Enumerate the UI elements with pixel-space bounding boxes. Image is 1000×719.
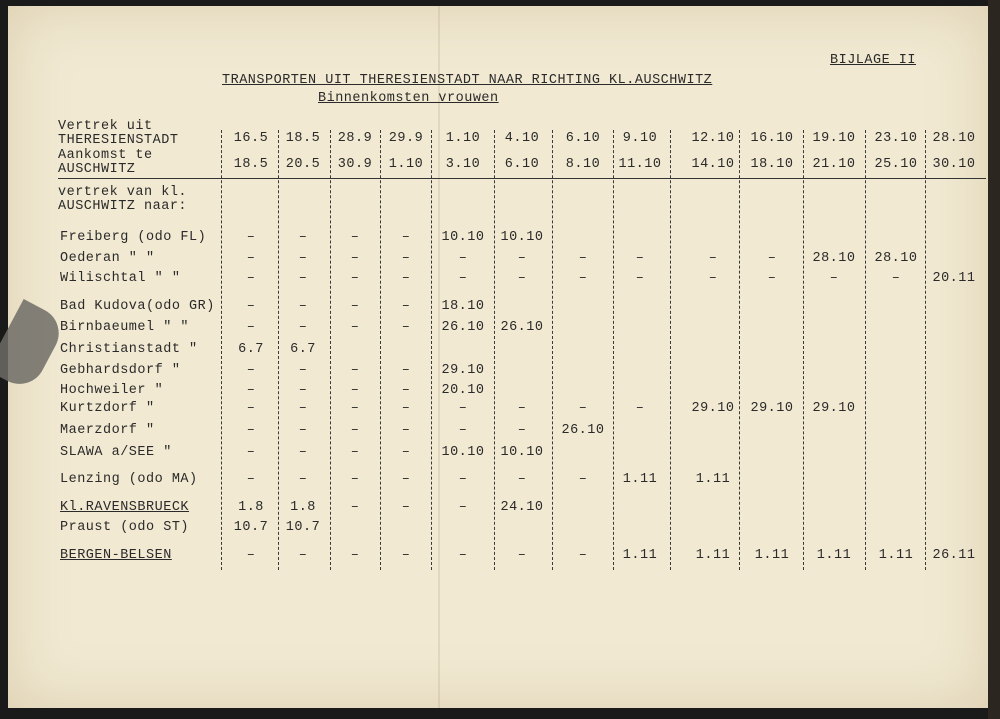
arrival-date: 18.10 — [750, 157, 794, 172]
table-cell: – — [458, 271, 468, 286]
row-label: Oederan " " — [60, 251, 155, 266]
table-cell: – — [401, 271, 411, 286]
table-cell: – — [246, 251, 256, 266]
table-cell: – — [401, 423, 411, 438]
table-cell: – — [517, 548, 527, 563]
departure-date: 6.10 — [565, 131, 601, 146]
table-cell: – — [401, 230, 411, 245]
header-rule — [58, 178, 986, 179]
row-label: Praust (odo ST) — [60, 520, 190, 535]
departure-label-line2: THERESIENSTADT — [58, 133, 179, 148]
table-cell: – — [401, 472, 411, 487]
table-cell: – — [298, 299, 308, 314]
table-cell: – — [708, 251, 718, 266]
table-cell: 6.7 — [290, 342, 316, 357]
arrival-label-line1: Aankomst te — [58, 148, 153, 163]
table-cell: 28.10 — [812, 251, 856, 266]
table-cell: – — [298, 423, 308, 438]
departure-date: 28.9 — [337, 131, 373, 146]
table-cell: 26.11 — [932, 548, 976, 563]
table-cell: – — [891, 271, 901, 286]
arrival-date: 6.10 — [504, 157, 540, 172]
arrival-date: 1.10 — [388, 157, 424, 172]
table-cell: – — [635, 251, 645, 266]
departure-date: 1.10 — [445, 131, 481, 146]
table-cell: – — [350, 251, 360, 266]
table-cell: – — [246, 445, 256, 460]
page-fold — [438, 6, 440, 708]
table-cell: 10.10 — [500, 230, 544, 245]
table-cell: – — [708, 271, 718, 286]
arrival-date: 30.10 — [932, 157, 976, 172]
row-label: Freiberg (odo FL) — [60, 230, 207, 245]
table-cell: – — [246, 401, 256, 416]
table-cell: 20.10 — [441, 383, 485, 398]
table-cell: – — [350, 472, 360, 487]
table-cell: – — [401, 383, 411, 398]
table-cell: 10.7 — [233, 520, 269, 535]
departure-date: 16.10 — [750, 131, 794, 146]
table-cell: – — [246, 320, 256, 335]
annex-label: BIJLAGE II — [830, 53, 917, 68]
table-cell: – — [246, 271, 256, 286]
table-cell: 18.10 — [441, 299, 485, 314]
table-cell: 29.10 — [750, 401, 794, 416]
table-cell: – — [350, 299, 360, 314]
table-cell: – — [517, 401, 527, 416]
departure-date: 4.10 — [504, 131, 540, 146]
row-label: Kl.RAVENSBRUECK — [60, 500, 190, 515]
row-label: Maerzdorf " — [60, 423, 155, 438]
table-cell: – — [246, 423, 256, 438]
column-divider — [739, 130, 740, 570]
departure-date: 29.9 — [388, 131, 424, 146]
table-cell: – — [401, 363, 411, 378]
table-cell: 1.11 — [695, 548, 731, 563]
table-cell: – — [246, 383, 256, 398]
column-divider — [552, 130, 553, 570]
column-divider — [670, 130, 671, 570]
row-label: BERGEN-BELSEN — [60, 548, 172, 563]
table-cell: – — [401, 500, 411, 515]
table-cell: 1.11 — [695, 472, 731, 487]
table-cell: – — [458, 423, 468, 438]
table-cell: – — [578, 251, 588, 266]
table-cell: – — [350, 500, 360, 515]
table-cell: 10.10 — [500, 445, 544, 460]
binder-tab — [0, 299, 68, 393]
arrival-date: 20.5 — [285, 157, 321, 172]
column-divider — [865, 130, 866, 570]
table-cell: – — [578, 271, 588, 286]
table-cell: – — [350, 363, 360, 378]
table-cell: 29.10 — [691, 401, 735, 416]
table-cell: – — [401, 548, 411, 563]
table-cell: – — [578, 401, 588, 416]
arrival-label-line2: AUSCHWITZ — [58, 162, 136, 177]
from-auschwitz-label-line2: AUSCHWITZ naar: — [58, 199, 188, 214]
table-cell: – — [401, 251, 411, 266]
departure-label-line1: Vertrek uit — [58, 119, 153, 134]
table-cell: – — [350, 548, 360, 563]
table-cell: – — [458, 472, 468, 487]
row-label: Wilischtal " " — [60, 271, 181, 286]
arrival-date: 18.5 — [233, 157, 269, 172]
table-cell: – — [767, 271, 777, 286]
column-divider — [803, 130, 804, 570]
table-cell: – — [401, 445, 411, 460]
table-cell: 26.10 — [500, 320, 544, 335]
table-cell: 1.11 — [878, 548, 914, 563]
table-cell: – — [350, 423, 360, 438]
document-title: TRANSPORTEN UIT THERESIENSTADT NAAR RICHTING KL.AUSCHWITZ — [222, 73, 713, 88]
departure-date: 16.5 — [233, 131, 269, 146]
column-divider — [925, 130, 926, 570]
row-label: Gebhardsdorf " — [60, 363, 181, 378]
table-cell: – — [401, 401, 411, 416]
arrival-date: 25.10 — [874, 157, 918, 172]
table-cell: – — [458, 401, 468, 416]
document-page — [8, 6, 988, 708]
table-cell: 10.10 — [441, 230, 485, 245]
table-cell: 10.10 — [441, 445, 485, 460]
departure-date: 18.5 — [285, 131, 321, 146]
table-cell: – — [458, 548, 468, 563]
table-cell: 1.11 — [622, 548, 658, 563]
table-cell: – — [458, 500, 468, 515]
table-cell: 29.10 — [812, 401, 856, 416]
from-auschwitz-label-line1: vertrek van kl. — [58, 185, 188, 200]
table-cell: – — [350, 230, 360, 245]
arrival-date: 14.10 — [691, 157, 735, 172]
arrival-date: 8.10 — [565, 157, 601, 172]
table-cell: – — [829, 271, 839, 286]
table-cell: – — [350, 383, 360, 398]
table-cell: – — [578, 472, 588, 487]
table-cell: – — [458, 251, 468, 266]
row-label: Christianstadt " — [60, 342, 198, 357]
row-label: SLAWA a/SEE " — [60, 445, 172, 460]
table-cell: – — [517, 423, 527, 438]
table-cell: – — [517, 251, 527, 266]
table-cell: – — [350, 445, 360, 460]
departure-date: 28.10 — [932, 131, 976, 146]
row-label: Lenzing (odo MA) — [60, 472, 198, 487]
row-label: Kurtzdorf " — [60, 401, 155, 416]
table-cell: 10.7 — [285, 520, 321, 535]
table-cell: – — [635, 401, 645, 416]
table-cell: – — [350, 320, 360, 335]
departure-date: 9.10 — [622, 131, 658, 146]
table-cell: 29.10 — [441, 363, 485, 378]
table-cell: 24.10 — [500, 500, 544, 515]
row-label: Bad Kudova(odo GR) — [60, 299, 215, 314]
table-cell: – — [350, 401, 360, 416]
table-cell: 28.10 — [874, 251, 918, 266]
table-cell: – — [298, 401, 308, 416]
row-label: Hochweiler " — [60, 383, 164, 398]
table-cell: – — [401, 299, 411, 314]
table-cell: 1.11 — [754, 548, 790, 563]
arrival-date: 30.9 — [337, 157, 373, 172]
table-cell: 6.7 — [238, 342, 264, 357]
table-cell: – — [517, 472, 527, 487]
arrival-date: 3.10 — [445, 157, 481, 172]
table-cell: – — [246, 230, 256, 245]
table-cell: – — [298, 472, 308, 487]
table-cell: – — [767, 251, 777, 266]
table-cell: – — [635, 271, 645, 286]
table-cell: – — [350, 271, 360, 286]
table-cell: – — [517, 271, 527, 286]
table-cell: – — [298, 251, 308, 266]
table-cell: 1.8 — [238, 500, 264, 515]
table-cell: – — [298, 548, 308, 563]
table-cell: – — [246, 472, 256, 487]
arrival-date: 11.10 — [618, 157, 662, 172]
table-cell: 1.8 — [290, 500, 316, 515]
table-cell: 26.10 — [441, 320, 485, 335]
document-subtitle: Binnenkomsten vrouwen — [318, 91, 499, 106]
table-cell: 20.11 — [932, 271, 976, 286]
departure-date: 19.10 — [812, 131, 856, 146]
table-cell: – — [578, 548, 588, 563]
table-cell: 1.11 — [816, 548, 852, 563]
row-label: Birnbaeumel " " — [60, 320, 190, 335]
table-cell: 26.10 — [561, 423, 605, 438]
table-cell: – — [298, 230, 308, 245]
departure-date: 12.10 — [691, 131, 735, 146]
column-divider — [613, 130, 614, 570]
table-cell: – — [298, 363, 308, 378]
binder-edge — [988, 0, 1000, 719]
table-cell: – — [298, 320, 308, 335]
table-cell: – — [246, 299, 256, 314]
table-cell: – — [401, 320, 411, 335]
table-cell: – — [246, 548, 256, 563]
table-cell: 1.11 — [622, 472, 658, 487]
table-cell: – — [246, 363, 256, 378]
table-cell: – — [298, 271, 308, 286]
table-cell: – — [298, 445, 308, 460]
arrival-date: 21.10 — [812, 157, 856, 172]
table-cell: – — [298, 383, 308, 398]
departure-date: 23.10 — [874, 131, 918, 146]
